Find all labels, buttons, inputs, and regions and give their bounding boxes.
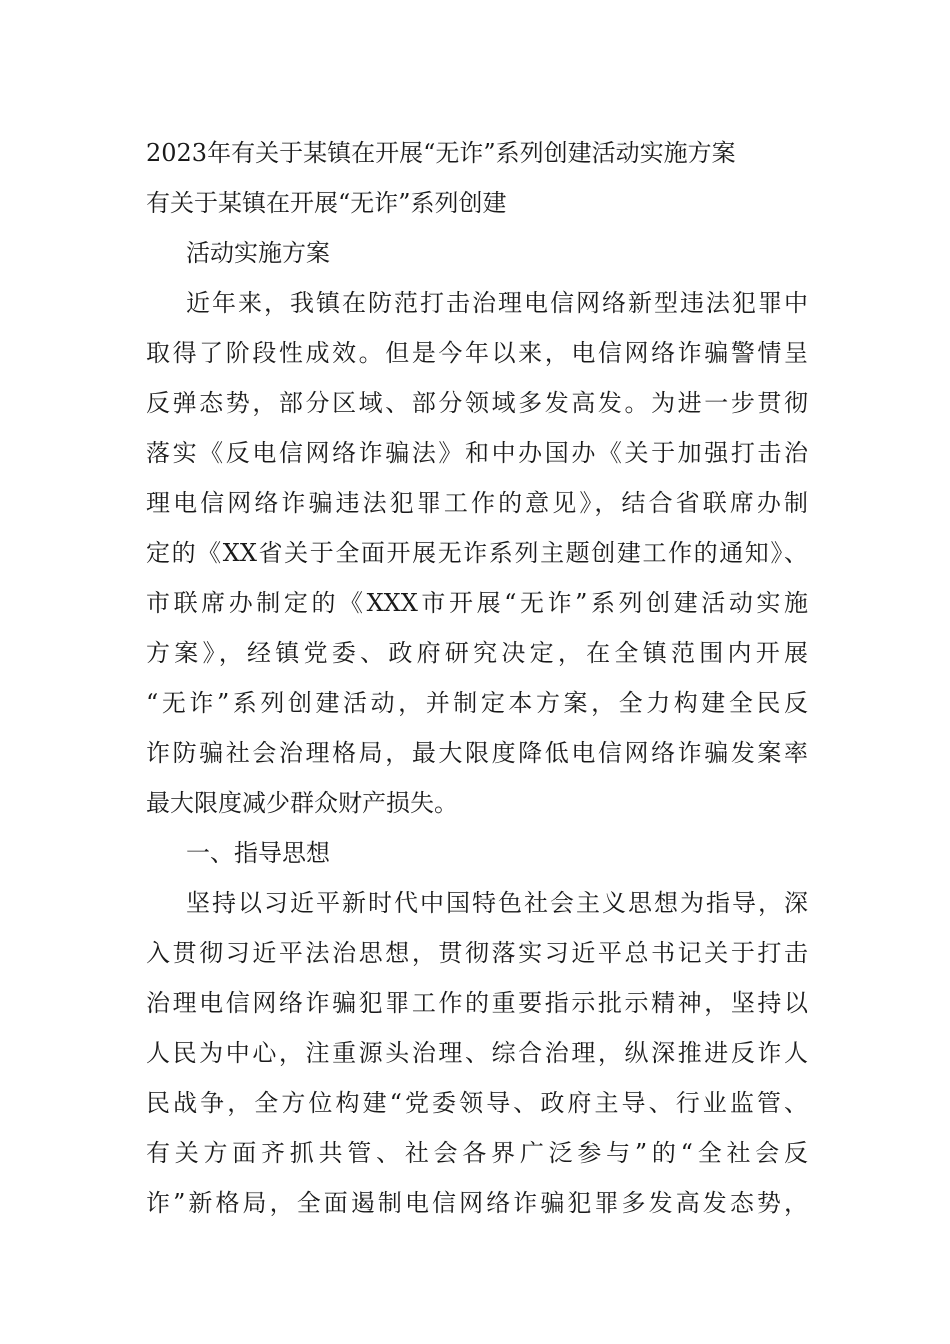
- intro-paragraph-line: “无诈”系列创建活动，并制定本方案，全力构建全民反: [146, 689, 808, 717]
- intro-paragraph-line: 定的《XX省关于全面开展无诈系列主题创建工作的通知》、: [146, 539, 808, 567]
- section1-paragraph-line: 有关方面齐抓共管、社会各界广泛参与”的“全社会反: [146, 1139, 808, 1167]
- section1-paragraph-line: 治理电信网络诈骗犯罪工作的重要指示批示精神，坚持以: [146, 989, 808, 1017]
- intro-paragraph-line: 市联席办制定的《XXX市开展“无诈”系列创建活动实施: [146, 589, 808, 617]
- intro-paragraph-line: 反弹态势，部分区域、部分领域多发高发。为进一步贯彻: [146, 389, 808, 417]
- section1-paragraph-line: 民战争，全方位构建“党委领导、政府主导、行业监管、: [146, 1089, 808, 1117]
- intro-paragraph-line: 取得了阶段性成效。但是今年以来，电信网络诈骗警情呈: [146, 339, 808, 367]
- intro-paragraph-line: 诈防骗社会治理格局，最大限度降低电信网络诈骗发案率: [146, 739, 808, 767]
- document-subtitle-line-2: 活动实施方案: [186, 239, 330, 267]
- section-heading-guiding-ideology: 一、指导思想: [186, 839, 330, 867]
- document-body: [146, 128, 808, 1228]
- intro-paragraph-line: 落实《反电信网络诈骗法》和中办国办《关于加强打击治: [146, 439, 808, 467]
- intro-paragraph-line: 方案》，经镇党委、政府研究决定，在全镇范围内开展: [146, 639, 808, 667]
- document-title: 2023年有关于某镇在开展“无诈”系列创建活动实施方案: [146, 139, 736, 167]
- intro-paragraph-line: 理电信网络诈骗违法犯罪工作的意见》，结合省联席办制: [146, 489, 808, 517]
- section1-paragraph-line: 坚持以习近平新时代中国特色社会主义思想为指导，深: [186, 889, 808, 917]
- section1-paragraph-line: 诈”新格局，全面遏制电信网络诈骗犯罪多发高发态势，: [146, 1189, 808, 1217]
- section1-paragraph-line: 人民为中心，注重源头治理、综合治理，纵深推进反诈人: [146, 1039, 808, 1067]
- intro-paragraph-line: 近年来，我镇在防范打击治理电信网络新型违法犯罪中: [186, 289, 808, 317]
- section1-paragraph-line: 入贯彻习近平法治思想，贯彻落实习近平总书记关于打击: [146, 939, 808, 967]
- intro-paragraph-line: 最大限度减少群众财产损失。: [146, 789, 458, 817]
- document-subtitle-line-1: 有关于某镇在开展“无诈”系列创建: [146, 189, 507, 217]
